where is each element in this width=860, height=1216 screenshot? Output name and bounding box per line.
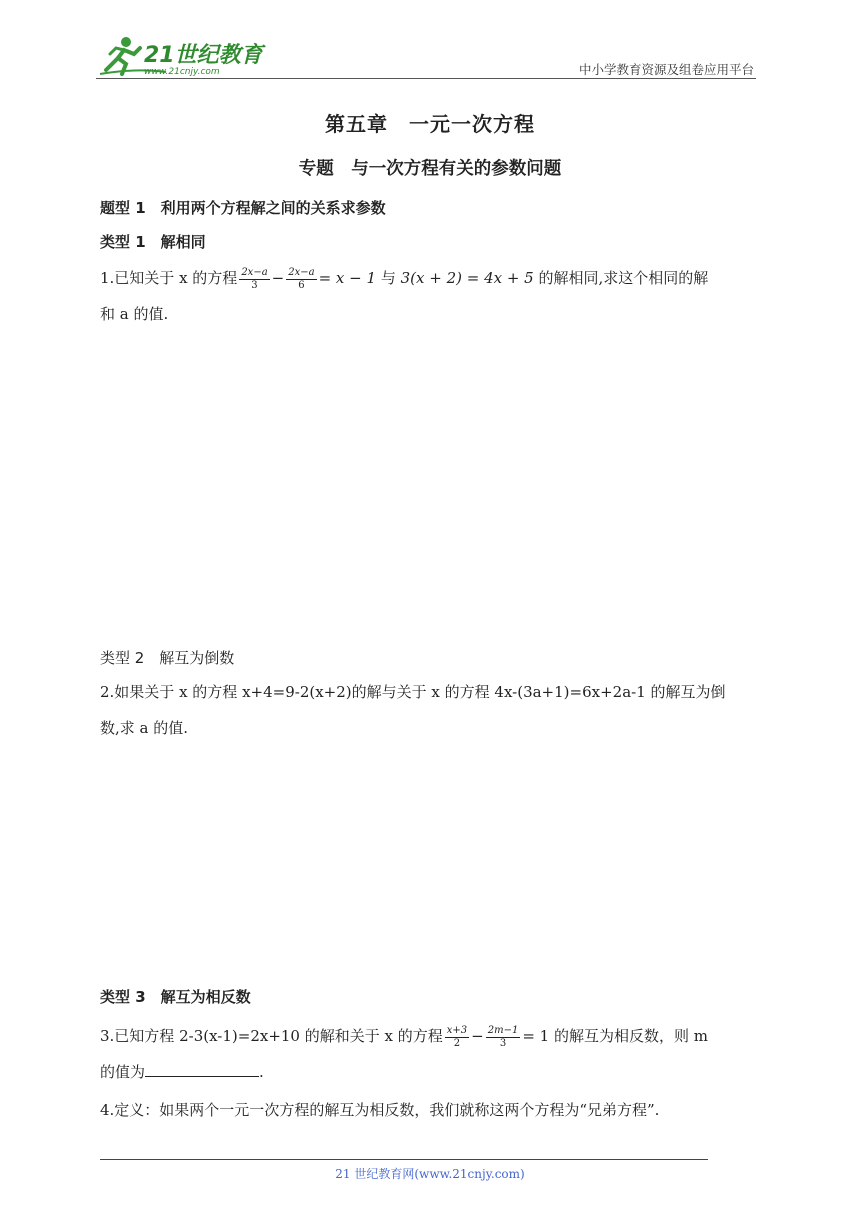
answer-blank[interactable] <box>145 1062 259 1077</box>
fraction: $\frac{2x-a}{3}$ <box>241 266 268 291</box>
header-divider <box>96 78 756 79</box>
fraction: $\frac{2x-a}{6}$ <box>288 266 315 291</box>
question-2-line-2: 数,求 a 的值. <box>100 719 189 737</box>
question-1 <box>100 260 764 332</box>
question-1-line-1: 1.已知关于 x 的方程 $\frac{2x-a}{3}$ − $\frac{2x-a}{6}$ = x − 1 与 3(x + 2) = 4x + 5 的解相同,求这个相同的解 <box>100 266 709 291</box>
question-3-line-1: 3.已知方程 2-3(x-1)=2x+10 的解和关于 x 的方程 $\frac{x+3}{2}$ − $\frac{2m-1}{3}$ = 1 的解互为相反数，则 m <box>100 1024 708 1049</box>
type-heading-1: 类型 1 解相同 <box>100 233 206 251</box>
runner-logo-icon <box>96 34 266 80</box>
footer-divider <box>100 1159 708 1160</box>
header-platform-text: 中小学教育资源及组卷应用平台 <box>578 62 754 77</box>
question-2 <box>100 674 764 746</box>
type-heading-3: 类型 3 解互为相反数 <box>100 988 251 1006</box>
question-1-line-2: 和 a 的值. <box>100 305 169 323</box>
question-4-line-1: 4.定义：如果两个一元一次方程的解互为相反数，我们就称这两个方程为“兄弟方程”. <box>100 1101 660 1119</box>
fraction: $\frac{2m-1}{3}$ <box>487 1024 519 1049</box>
logo <box>96 34 266 80</box>
fraction: $\frac{x+3}{2}$ <box>446 1024 468 1049</box>
question-3 <box>100 1018 764 1090</box>
topic-subtitle: 专题 与一次方程有关的参数问题 <box>298 159 562 179</box>
chapter-title: 第五章 一元一次方程 <box>325 112 535 136</box>
question-4 <box>100 1092 764 1128</box>
section-heading-1: 题型 1 利用两个方程解之间的关系求参数 <box>100 199 386 217</box>
logo-main-text: 21世纪教育 <box>144 43 263 68</box>
question-3-line-2: 的值为 . <box>100 1063 264 1081</box>
footer-link[interactable]: 21 世纪教育网(www.21cnjy.com) <box>335 1167 525 1181</box>
type-heading-2: 类型 2 解互为倒数 <box>100 649 235 667</box>
question-2-line-1: 2.如果关于 x 的方程 x+4=9-2(x+2)的解与关于 x 的方程 4x-(3a+1)=6x+2a-1 的解互为倒 <box>100 683 726 701</box>
logo-url-text: www.21cnjy.com <box>144 67 220 77</box>
